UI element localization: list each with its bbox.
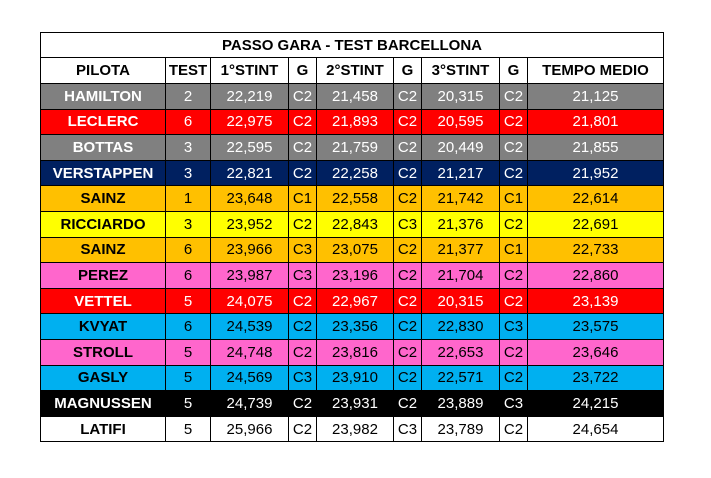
cell-test: 6 xyxy=(166,263,211,289)
table-title: PASSO GARA - TEST BARCELLONA xyxy=(41,33,664,58)
cell-stint-2: 22,967 xyxy=(317,288,394,314)
header-compound-3: G xyxy=(500,58,528,84)
cell-stint-1: 22,595 xyxy=(211,135,289,161)
cell-test: 5 xyxy=(166,288,211,314)
cell-compound-2: C2 xyxy=(394,135,422,161)
cell-stint-3: 23,789 xyxy=(422,416,500,442)
cell-test: 5 xyxy=(166,339,211,365)
cell-compound-1: C1 xyxy=(289,186,317,212)
cell-tempo-medio: 23,139 xyxy=(528,288,664,314)
cell-stint-1: 25,966 xyxy=(211,416,289,442)
table-row xyxy=(41,339,664,365)
table-row xyxy=(41,288,664,314)
cell-tempo-medio: 21,952 xyxy=(528,160,664,186)
cell-compound-3: C2 xyxy=(500,109,528,135)
table-row xyxy=(41,391,664,417)
cell-compound-3: C2 xyxy=(500,416,528,442)
cell-compound-2: C2 xyxy=(394,186,422,212)
cell-stint-2: 23,910 xyxy=(317,365,394,391)
table-row xyxy=(41,211,664,237)
cell-stint-3: 21,217 xyxy=(422,160,500,186)
cell-pilota: LATIFI xyxy=(41,416,166,442)
cell-tempo-medio: 22,860 xyxy=(528,263,664,289)
cell-stint-3: 22,653 xyxy=(422,339,500,365)
cell-compound-1: C2 xyxy=(289,391,317,417)
header-compound-1: G xyxy=(289,58,317,84)
cell-tempo-medio: 22,614 xyxy=(528,186,664,212)
cell-compound-2: C2 xyxy=(394,109,422,135)
cell-tempo-medio: 22,733 xyxy=(528,237,664,263)
cell-pilota: GASLY xyxy=(41,365,166,391)
cell-stint-2: 21,458 xyxy=(317,84,394,110)
cell-stint-2: 23,982 xyxy=(317,416,394,442)
cell-test: 6 xyxy=(166,314,211,340)
cell-tempo-medio: 21,801 xyxy=(528,109,664,135)
cell-compound-3: C2 xyxy=(500,84,528,110)
cell-compound-3: C2 xyxy=(500,160,528,186)
cell-compound-2: C2 xyxy=(394,84,422,110)
cell-stint-3: 22,830 xyxy=(422,314,500,340)
header-stint-3: 3°STINT xyxy=(422,58,500,84)
cell-compound-3: C3 xyxy=(500,314,528,340)
cell-pilota: STROLL xyxy=(41,339,166,365)
cell-tempo-medio: 21,855 xyxy=(528,135,664,161)
cell-stint-3: 21,376 xyxy=(422,211,500,237)
table-row xyxy=(41,109,664,135)
cell-compound-1: C2 xyxy=(289,84,317,110)
cell-compound-1: C2 xyxy=(289,314,317,340)
cell-stint-1: 23,648 xyxy=(211,186,289,212)
cell-pilota: KVYAT xyxy=(41,314,166,340)
cell-compound-2: C3 xyxy=(394,211,422,237)
cell-stint-1: 24,075 xyxy=(211,288,289,314)
cell-compound-1: C3 xyxy=(289,365,317,391)
cell-compound-3: C2 xyxy=(500,211,528,237)
table-row xyxy=(41,263,664,289)
cell-stint-2: 23,931 xyxy=(317,391,394,417)
cell-compound-2: C2 xyxy=(394,339,422,365)
cell-tempo-medio: 22,691 xyxy=(528,211,664,237)
cell-stint-3: 20,315 xyxy=(422,288,500,314)
cell-stint-3: 20,595 xyxy=(422,109,500,135)
cell-stint-1: 22,219 xyxy=(211,84,289,110)
cell-test: 3 xyxy=(166,135,211,161)
cell-stint-2: 21,893 xyxy=(317,109,394,135)
cell-pilota: RICCIARDO xyxy=(41,211,166,237)
cell-compound-3: C1 xyxy=(500,237,528,263)
cell-pilota: LECLERC xyxy=(41,109,166,135)
cell-tempo-medio: 23,575 xyxy=(528,314,664,340)
table-row xyxy=(41,237,664,263)
cell-stint-3: 20,449 xyxy=(422,135,500,161)
cell-pilota: HAMILTON xyxy=(41,84,166,110)
header-pilota: PILOTA xyxy=(41,58,166,84)
cell-test: 5 xyxy=(166,391,211,417)
cell-pilota: PEREZ xyxy=(41,263,166,289)
cell-compound-3: C3 xyxy=(500,391,528,417)
header-tempo-medio: TEMPO MEDIO xyxy=(528,58,664,84)
cell-compound-1: C2 xyxy=(289,339,317,365)
cell-test: 6 xyxy=(166,237,211,263)
cell-test: 5 xyxy=(166,416,211,442)
cell-test: 3 xyxy=(166,211,211,237)
cell-tempo-medio: 23,722 xyxy=(528,365,664,391)
cell-compound-3: C1 xyxy=(500,186,528,212)
header-stint-1: 1°STINT xyxy=(211,58,289,84)
cell-test: 1 xyxy=(166,186,211,212)
cell-pilota: MAGNUSSEN xyxy=(41,391,166,417)
cell-compound-2: C2 xyxy=(394,263,422,289)
cell-compound-1: C2 xyxy=(289,109,317,135)
header-stint-2: 2°STINT xyxy=(317,58,394,84)
cell-stint-2: 23,816 xyxy=(317,339,394,365)
cell-stint-1: 23,952 xyxy=(211,211,289,237)
cell-compound-1: C2 xyxy=(289,211,317,237)
cell-pilota: VERSTAPPEN xyxy=(41,160,166,186)
table-row xyxy=(41,365,664,391)
cell-stint-2: 23,356 xyxy=(317,314,394,340)
cell-compound-3: C2 xyxy=(500,339,528,365)
cell-stint-3: 21,742 xyxy=(422,186,500,212)
cell-stint-1: 24,748 xyxy=(211,339,289,365)
race-pace-table-container xyxy=(40,32,664,442)
cell-compound-1: C2 xyxy=(289,416,317,442)
cell-stint-3: 23,889 xyxy=(422,391,500,417)
cell-pilota: SAINZ xyxy=(41,237,166,263)
cell-test: 2 xyxy=(166,84,211,110)
cell-compound-3: C2 xyxy=(500,365,528,391)
cell-compound-3: C2 xyxy=(500,263,528,289)
cell-test: 3 xyxy=(166,160,211,186)
cell-compound-2: C2 xyxy=(394,314,422,340)
cell-compound-1: C2 xyxy=(289,288,317,314)
cell-stint-2: 22,558 xyxy=(317,186,394,212)
cell-compound-2: C2 xyxy=(394,391,422,417)
cell-stint-2: 21,759 xyxy=(317,135,394,161)
table-row xyxy=(41,160,664,186)
cell-compound-2: C2 xyxy=(394,288,422,314)
cell-tempo-medio: 24,215 xyxy=(528,391,664,417)
cell-compound-1: C3 xyxy=(289,237,317,263)
cell-stint-2: 22,843 xyxy=(317,211,394,237)
cell-stint-1: 23,966 xyxy=(211,237,289,263)
header-compound-2: G xyxy=(394,58,422,84)
cell-test: 6 xyxy=(166,109,211,135)
cell-stint-3: 20,315 xyxy=(422,84,500,110)
header-row xyxy=(41,58,664,84)
cell-compound-2: C2 xyxy=(394,237,422,263)
race-pace-table xyxy=(40,32,664,442)
cell-stint-3: 22,571 xyxy=(422,365,500,391)
header-test: TEST xyxy=(166,58,211,84)
cell-stint-3: 21,377 xyxy=(422,237,500,263)
cell-compound-1: C2 xyxy=(289,135,317,161)
cell-pilota: VETTEL xyxy=(41,288,166,314)
table-row xyxy=(41,314,664,340)
table-row xyxy=(41,84,664,110)
cell-tempo-medio: 21,125 xyxy=(528,84,664,110)
cell-compound-2: C3 xyxy=(394,416,422,442)
cell-stint-1: 22,821 xyxy=(211,160,289,186)
table-body xyxy=(41,84,664,442)
cell-stint-3: 21,704 xyxy=(422,263,500,289)
table-row xyxy=(41,135,664,161)
cell-pilota: SAINZ xyxy=(41,186,166,212)
cell-stint-2: 23,075 xyxy=(317,237,394,263)
table-row xyxy=(41,416,664,442)
cell-test: 5 xyxy=(166,365,211,391)
cell-compound-1: C2 xyxy=(289,160,317,186)
cell-compound-2: C2 xyxy=(394,365,422,391)
cell-stint-1: 24,739 xyxy=(211,391,289,417)
cell-stint-1: 24,569 xyxy=(211,365,289,391)
cell-tempo-medio: 23,646 xyxy=(528,339,664,365)
table-row xyxy=(41,186,664,212)
cell-tempo-medio: 24,654 xyxy=(528,416,664,442)
cell-compound-3: C2 xyxy=(500,135,528,161)
cell-stint-1: 24,539 xyxy=(211,314,289,340)
cell-compound-1: C3 xyxy=(289,263,317,289)
cell-stint-1: 23,987 xyxy=(211,263,289,289)
cell-stint-1: 22,975 xyxy=(211,109,289,135)
cell-compound-2: C2 xyxy=(394,160,422,186)
cell-pilota: BOTTAS xyxy=(41,135,166,161)
cell-stint-2: 23,196 xyxy=(317,263,394,289)
cell-stint-2: 22,258 xyxy=(317,160,394,186)
cell-compound-3: C2 xyxy=(500,288,528,314)
